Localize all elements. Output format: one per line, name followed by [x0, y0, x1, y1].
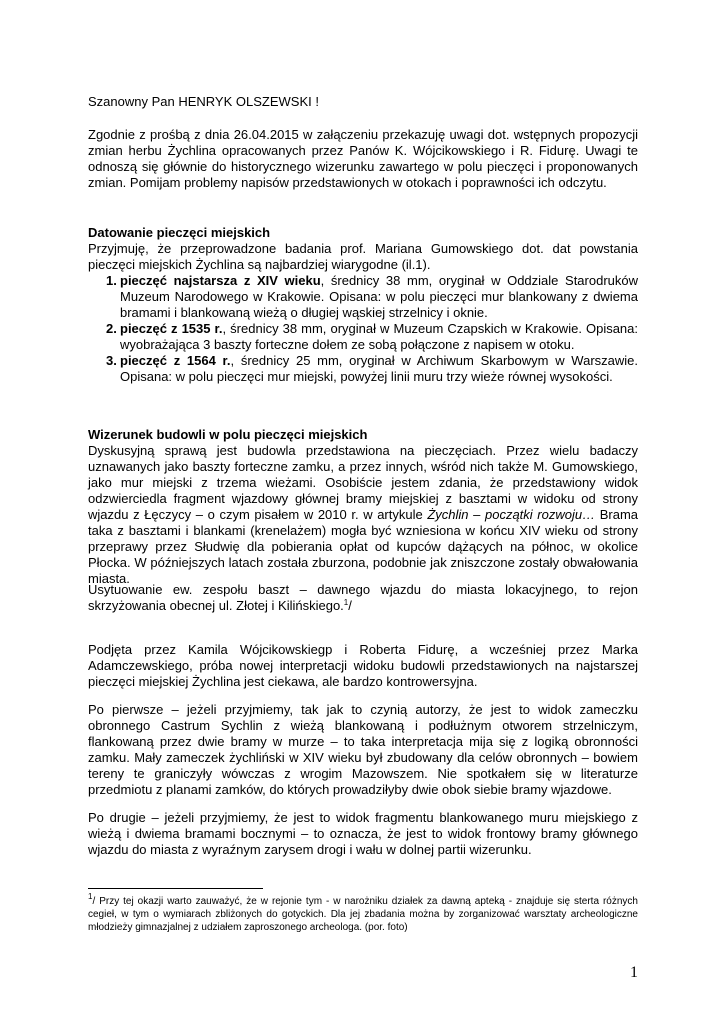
list-item — [88, 321, 638, 353]
paragraph-text: Brama taka z basztami i blankami (krenelażem) mogła być wzniesiona w końcu XIV wieku od strony przeprawy przez Słudwię dla pobierania opłat od kupców dążących na północ, w okolice Płocka. W późniejszych latach została zburzona, podobnie jak zniszczone zostały obwałowania miasta. — [88, 507, 638, 586]
article-title: Żychlin – początki rozwoju… — [427, 507, 596, 522]
footnote-mark-slash: / — [92, 896, 96, 907]
footnote-ref: 1 — [343, 598, 349, 607]
intro-paragraph: Zgodnie z prośbą z dnia 26.04.2015 w załączeniu przekazuję uwagi dot. wstępnych propozycji zmian herbu Żychlina opracowanych przez Panów K. Wójcikowskiego i R. Fidurę. Uwagi te odnoszą się głównie do historycznego wizerunku zawartego w polu pieczęci i proponowanych zmian. Pomijam problemy napisów przedstawionych w otokach i poprawności ich odczytu. — [88, 127, 638, 190]
seal-list — [88, 273, 638, 385]
section-paragraph-location — [88, 582, 638, 614]
footnote-separator — [88, 888, 263, 889]
list-item-text: , średnicy 38 mm, oryginał w Muzeum Czapskich w Krakowie. Opisana: wyobrażająca 3 baszty forteczne dołem ze sobą połączone z napisem w otoku. — [120, 321, 639, 352]
list-item — [88, 353, 638, 385]
section-heading-seal-building: Wizerunek budowli w polu pieczęci miejskich — [88, 427, 368, 442]
section-lead-seal-dating: Przyjmuję, że przeprowadzone badania prof. Mariana Gumowskiego dot. dat powstania pieczęci miejskich Żychlina są najbardziej wiarygodne (il.1). — [88, 241, 638, 272]
section-heading-seal-dating: Datowanie pieczęci miejskich — [88, 225, 271, 240]
paragraph-text: Usytuowanie ew. zespołu baszt – dawnego wjazdu do miasta lokacyjnego, to rejon skrzyżowania obecnej ul. Złotej i Kilińskiego. — [88, 582, 638, 613]
paragraph-first-argument: Po pierwsze – jeżeli przyjmiemy, tak jak to czynią autorzy, że jest to widok zameczku obronnego Castrum Sychlin z wieżą blankowaną i podłużnym otworem strzelniczym, flankowaną przez dwie bramy w murze – to taka interpretacja mija się z logiką obronności zamku. Mały zameczek żychliński w XIV wieku był zbudowany dla celów obronnych – bowiem tereny te graniczyły wówczas z wrogim Mazowszem. Nie spotkałem się w literaturze przedmiotu z planami zamków, do których prowadziłyby dwie obok siebie bramy wjazdowe. — [88, 702, 638, 797]
list-item-title: pieczęć z 1564 r. — [120, 353, 231, 368]
list-item-text: , średnicy 38 mm, oryginał w Oddziale Starodruków Muzeum Narodowego w Krakowie. Opisana: w polu pieczęci mur blankowany z dwiema bramami i blankowaną wieżą o długiej wąskiej strzelnicy i oknie. — [120, 273, 638, 320]
list-item-title: pieczęć najstarsza z XIV wieku — [120, 273, 321, 288]
list-item-number: 2. — [106, 321, 117, 336]
list-item-text: , średnicy 25 mm, oryginał w Archiwum Skarbowym w Warszawie. Opisana: w polu pieczęci mur miejski, powyżej linii muru trzy wieże równej wysokości. — [120, 353, 638, 384]
paragraph-interpretation: Podjęta przez Kamila Wójcikowskiegp i Roberta Fidurę, a wcześniej przez Marka Adamczewskiego, próba nowej interpretacji widoku budowli przedstawionych na najstarszej pieczęci miejskiej Żychlina jest ciekawa, ale bardzo kontrowersyjna. — [88, 642, 638, 689]
page-number: 1 — [630, 964, 638, 981]
list-item — [88, 273, 638, 321]
section-paragraph-seal-building — [88, 443, 638, 587]
list-item-number: 3. — [106, 353, 117, 368]
paragraph-text: Dyskusyjną sprawą jest budowla przedstawiona na pieczęciach. Przez wielu badaczy uznawanych jako baszty forteczne zamku, a przez innych, wśród nich także M. Gumowskiego, jako mur miejski z trzema wieżami. Osobiście jestem zdania, że przedstawiony widok odzwierciedla fragment wjazdowy głównej bramy miejskiej z basztami w widoku od strony wjazdu z Łęczycy – o czym pisałem w 2010 r. w artykule — [88, 443, 638, 522]
footnote-ref-slash: / — [348, 598, 352, 613]
footnote — [88, 892, 638, 934]
footnote-mark: 1 — [88, 892, 93, 901]
salutation: Szanowny Pan HENRYK OLSZEWSKI ! — [88, 94, 319, 109]
list-item-number: 1. — [106, 273, 117, 288]
footnote-text: Przy tej okazji warto zauważyć, że w rejonie tym - w narożniku działek za dawną apteką - znajduje się sterta różnych cegieł, w tym o wymiarach zbliżonych do gotyckich. Dla jej zbadania można by zorganizować warsztaty archeologiczne młodzieży gimnazjalnej z udziałem zaproszonego archeologa. (por. foto) — [88, 896, 638, 933]
list-item-title: pieczęć z 1535 r. — [120, 321, 223, 336]
paragraph-second-argument: Po drugie – jeżeli przyjmiemy, że jest to widok fragmentu blankowanego muru miejskiego z wieżą i dwiema bramami bocznymi – to oznacza, że jest to widok frontowy bramy głównego wjazdu do miasta z wyraźnym zarysem drogi i wału w dolnej partii wizerunku. — [88, 810, 638, 857]
